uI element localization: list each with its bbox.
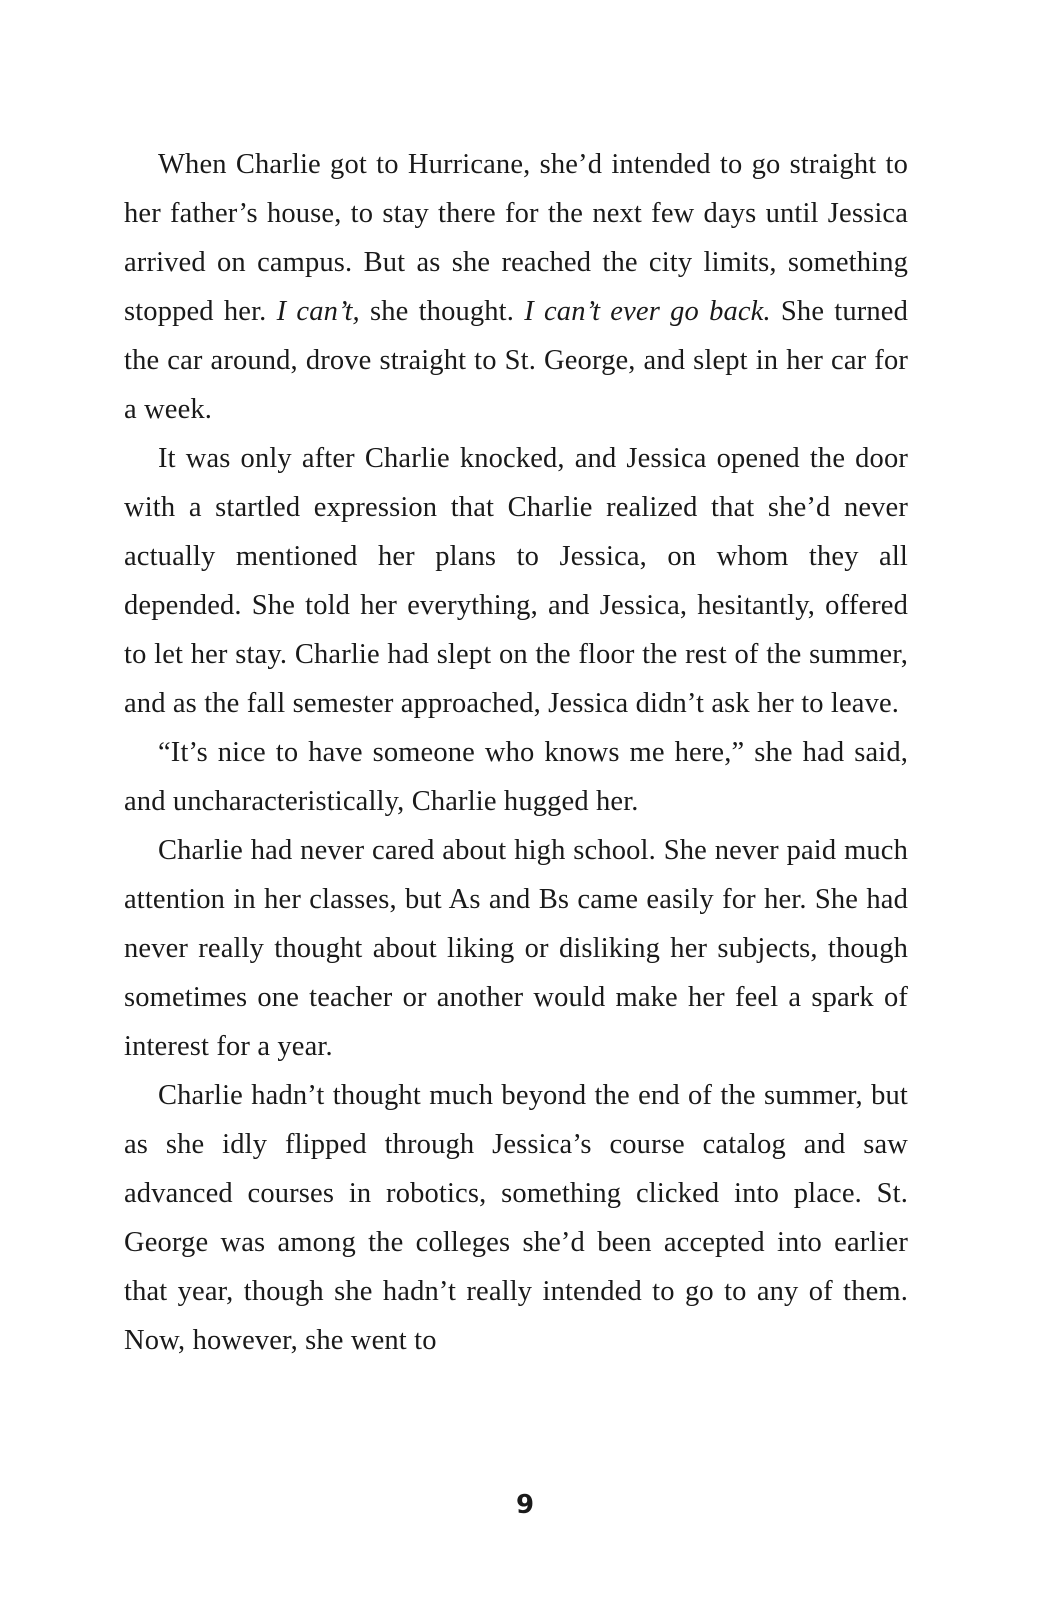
text-segment: It was only after Charlie knocked, and Jessica opened the door with a startled expression that Charlie realized that she’d never actually mentioned her plans to Jessica, on whom they all depended. She told her everything, and Jessica, hesitantly, offered to let her stay. Charlie had slept on the floor the rest of the summer, and as the fall semester approached, Jessica didn’t ask her to leave. xyxy=(124,443,908,719)
text-segment: She turned the car around, drove straight to St. George, and slept in her car for a week. xyxy=(124,296,908,425)
italic-thought: I can’t ever go back. xyxy=(524,296,771,327)
page-number: 9 xyxy=(515,1490,535,1520)
paragraph xyxy=(124,434,908,728)
body-text xyxy=(124,140,908,1365)
paragraph xyxy=(124,826,908,1071)
text-segment: When Charlie got to Hurricane, she’d intended to go straight to her father’s house, to stay there for the next few days until Jessica arrived on campus. But as she reached the city limits, something stopped her. xyxy=(124,149,908,327)
text-segment: Charlie had never cared about high school. She never paid much attention in her classes, but As and Bs came easily for her. She had never really thought about liking or disliking her subjects, though sometimes one teacher or another would make her feel a spark of interest for a year. xyxy=(124,835,908,1062)
text-segment: she thought. xyxy=(359,296,525,327)
paragraph xyxy=(124,728,908,826)
text-segment: “It’s nice to have someone who knows me here,” she had said, and uncharacteristically, Charlie hugged her. xyxy=(124,737,908,817)
paragraph xyxy=(124,140,908,434)
text-segment: Charlie hadn’t thought much beyond the end of the summer, but as she idly flipped through Jessica’s course catalog and saw advanced courses in robotics, something clicked into place. St. George was among the colleges she’d been accepted into earlier that year, though she hadn’t really intended to go to any of them. Now, however, she went to xyxy=(124,1080,908,1356)
italic-thought: I can’t, xyxy=(276,296,360,327)
paragraph xyxy=(124,1071,908,1365)
